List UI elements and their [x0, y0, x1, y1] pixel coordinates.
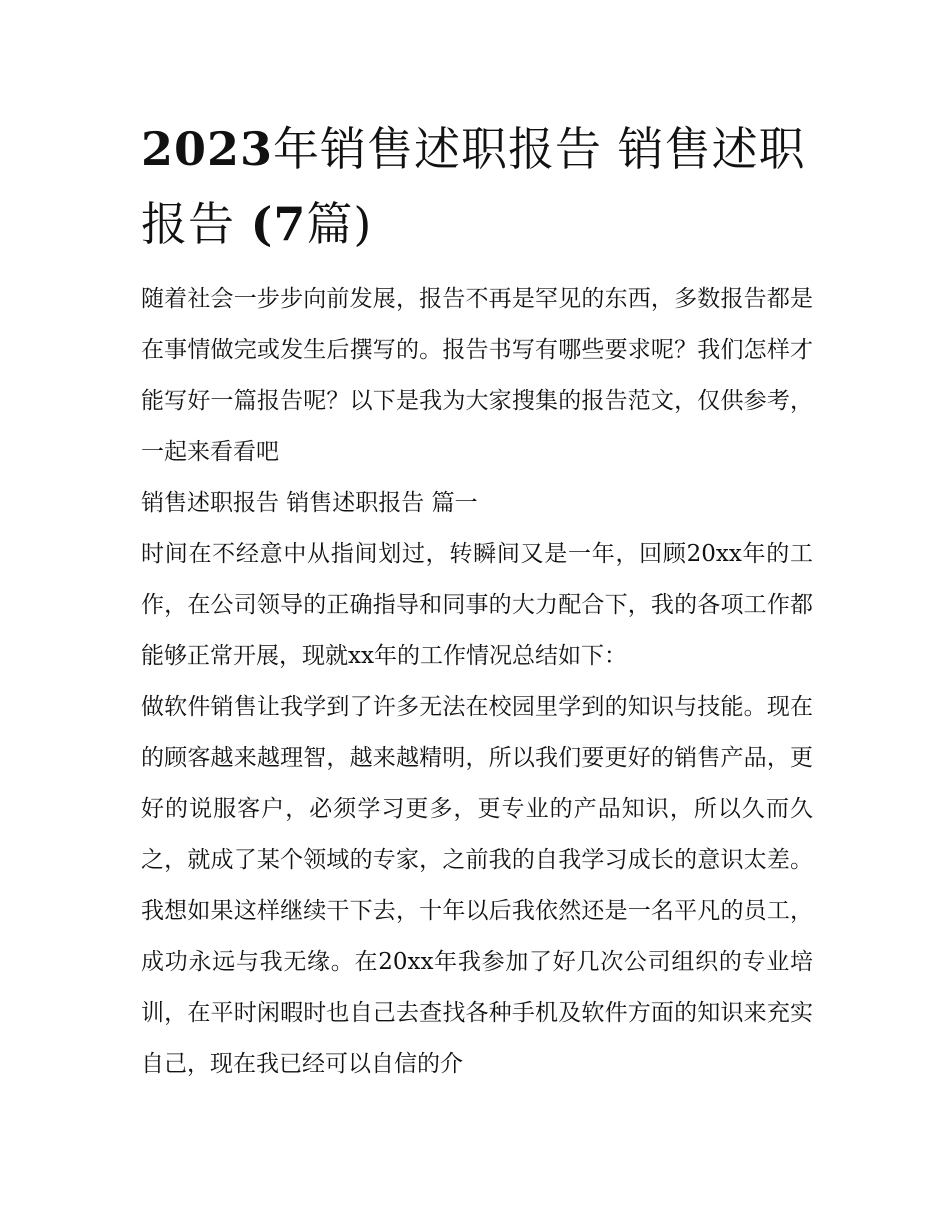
section-heading: 销售述职报告 销售述职报告 篇一 — [141, 490, 478, 516]
title-end: 篇) — [306, 197, 373, 251]
document-body — [141, 274, 813, 1090]
document-page — [141, 112, 813, 1090]
title-year: 2023 — [141, 122, 274, 176]
title-count: (7 — [250, 197, 307, 251]
title-text: 年销售述职报告 销售述职报告 — [141, 122, 806, 251]
intro-paragraph: 随着社会一步步向前发展，报告不再是罕见的东西，多数报告都是在事情做完或发生后撰写的。报告书写有哪些要求呢？我们怎样才能写好一篇报告呢？以下是我为大家搜集的报告范文，仅供参考，一起来看看吧 — [141, 286, 813, 465]
document-title — [141, 112, 813, 262]
body-paragraph-1: 时间在不经意中从指间划过，转瞬间又是一年，回顾20xx年的工作，在公司领导的正确指导和同事的大力配合下，我的各项工作都能够正常开展，现就xx年的工作情况总结如下： — [141, 541, 813, 669]
body-paragraph-2: 做软件销售让我学到了许多无法在校园里学到的知识与技能。现在的顾客越来越理智，越来越精明，所以我们要更好的销售产品，更好的说服客户，必须学习更多，更专业的产品知识，所以久而久之，就成了某个领域的专家，之前我的自我学习成长的意识太差。我想如果这样继续干下去，十年以后我依然还是一名平凡的员工，成功永远与我无缘。在20xx年我参加了好几次公司组织的专业培训，在平时闲暇时也自己去查找各种手机及软件方面的知识来充实自己，现在我已经可以自信的介 — [141, 694, 813, 1077]
